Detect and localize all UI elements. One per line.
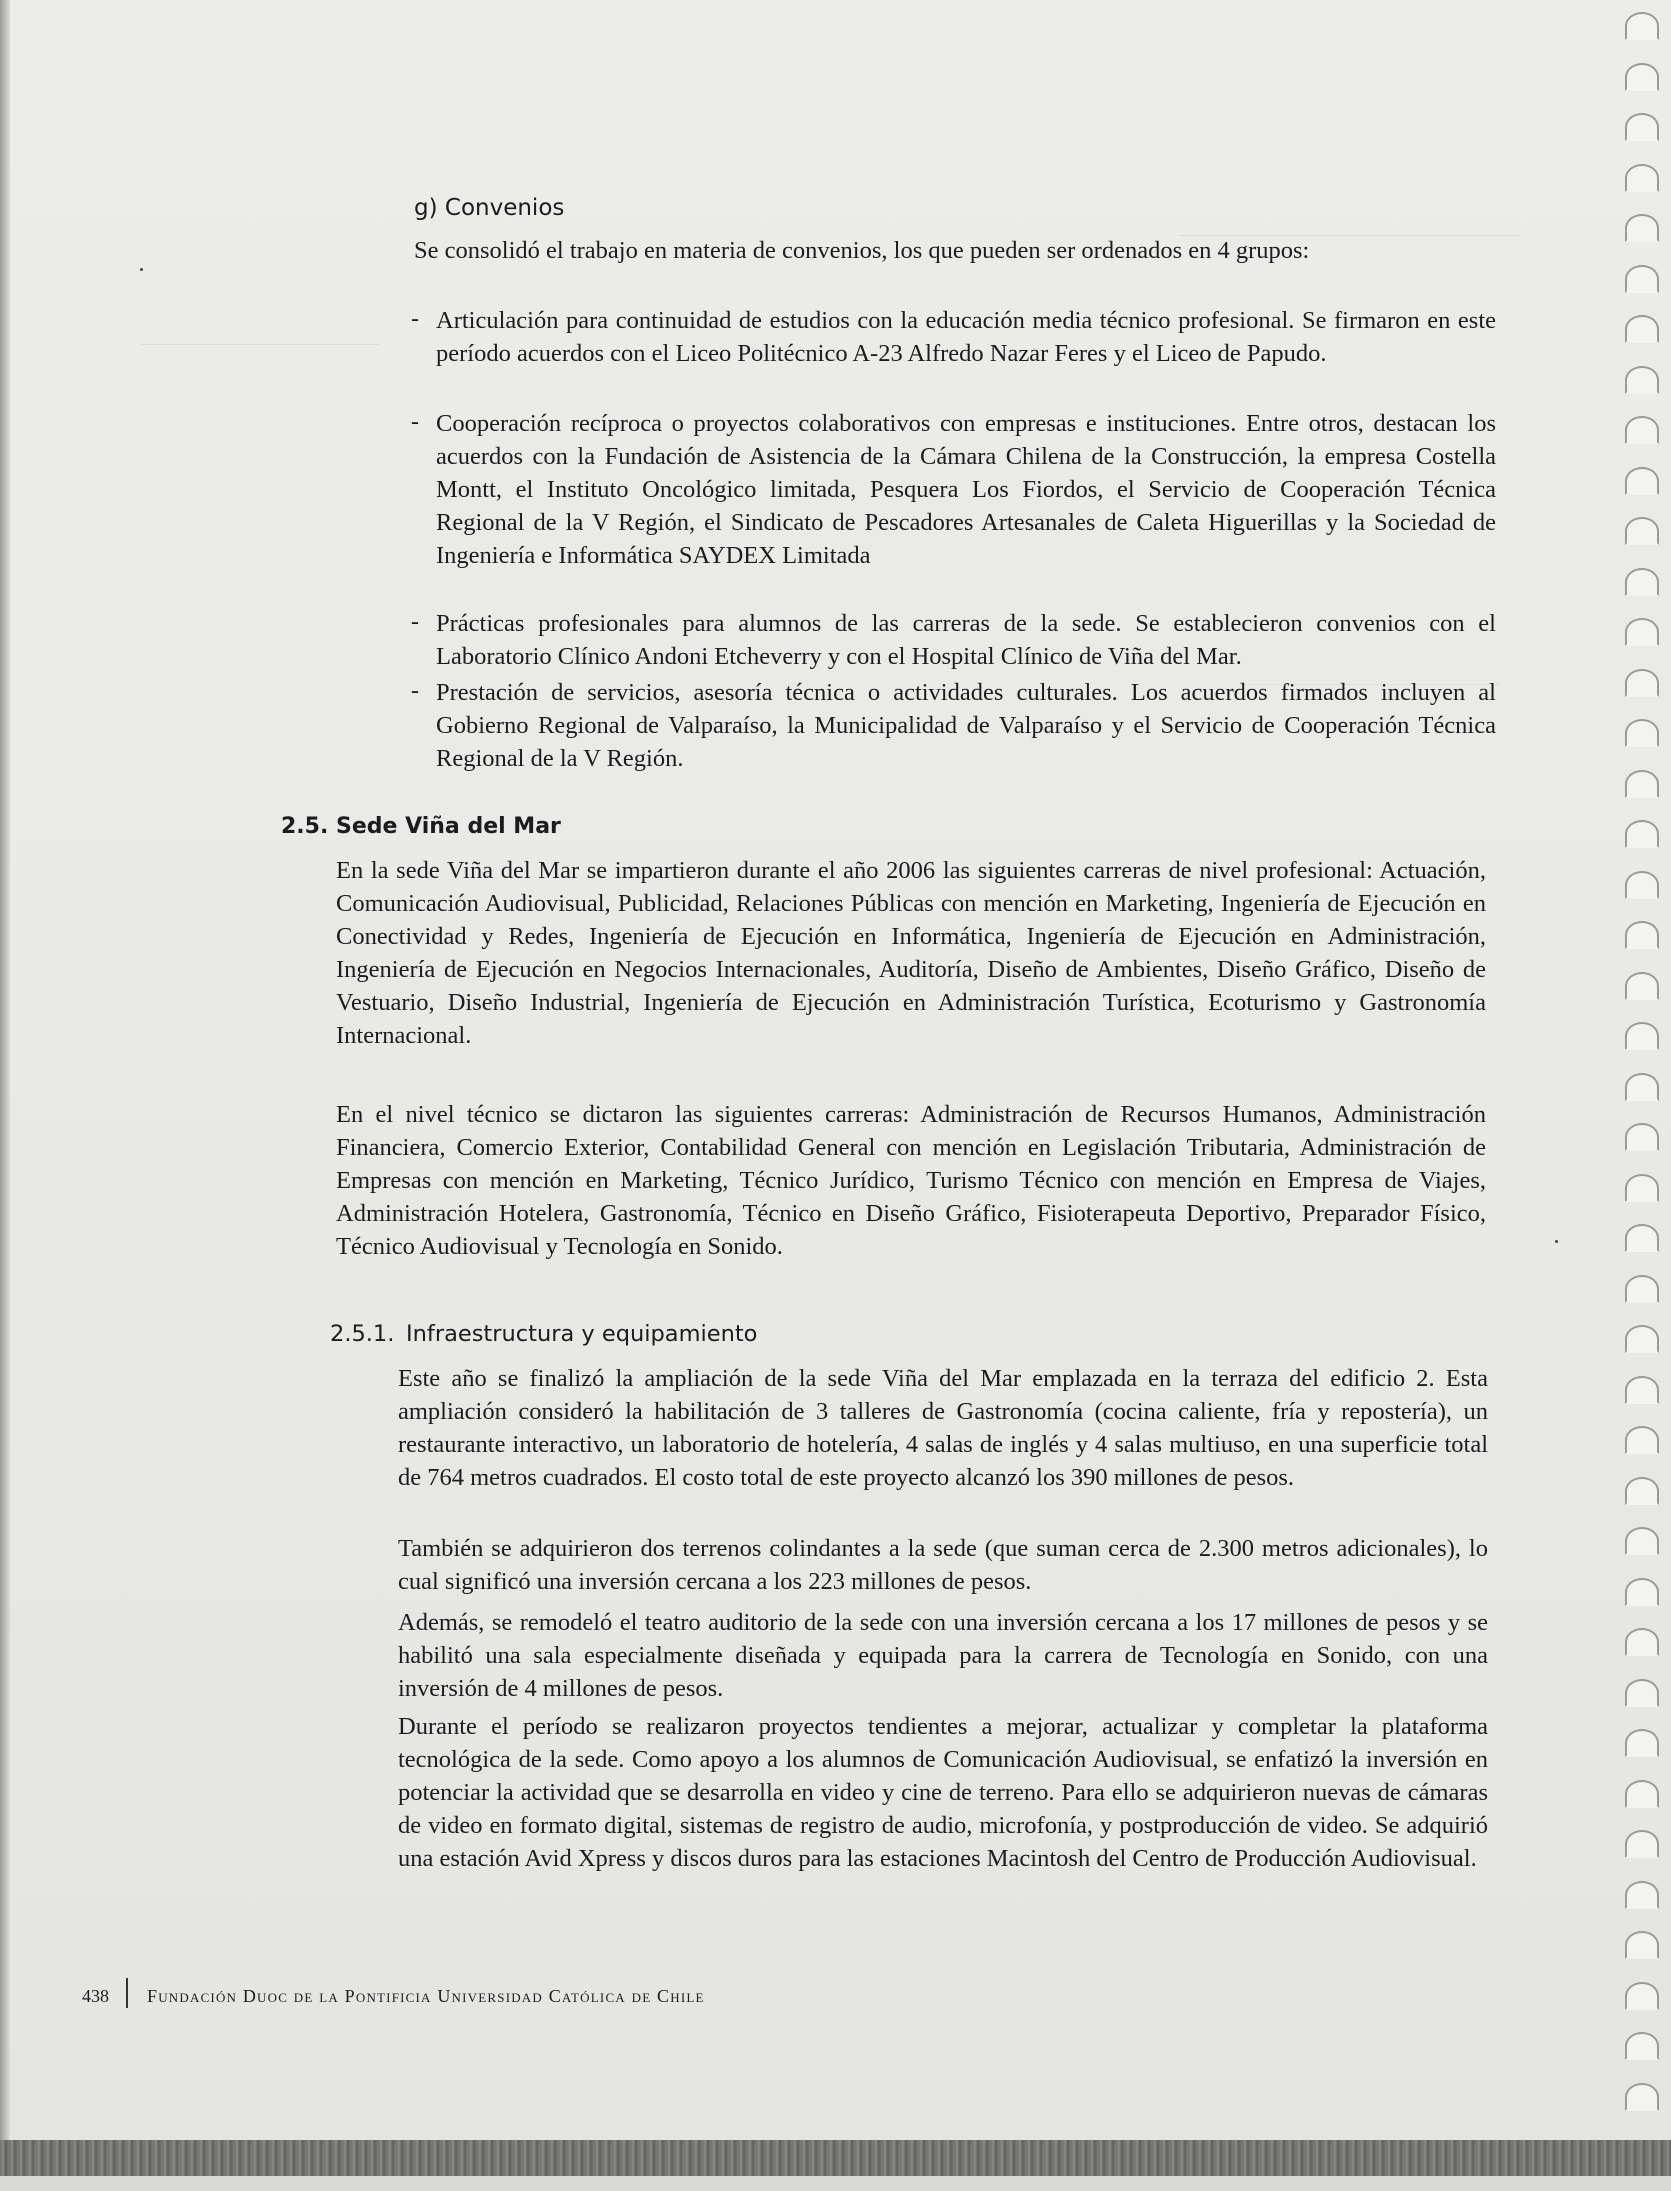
binding-ring xyxy=(1625,1477,1659,1505)
binding-ring xyxy=(1625,1931,1659,1959)
binding-ring xyxy=(1625,1729,1659,1757)
list-bullet: - xyxy=(411,609,419,635)
binding-ring xyxy=(1625,366,1659,394)
binding-ring xyxy=(1625,416,1659,444)
section-g-title: g) Convenios xyxy=(414,195,565,221)
binding-ring xyxy=(1625,1022,1659,1050)
sede-paragraph-1: En la sede Viña del Mar se impartieron durante el año 2006 las siguientes carreras de nivel profesional: Actuación, Comunicación Audiovisual, Publicidad, Relaciones Públicas con mención en Marketing, Ingeniería de Ejecución en Conectividad y Redes, Ingeniería de Ejecución en Informática, Ingeniería de Ejecución en Administración, Ingeniería de Ejecución en Negocios Internacionales, Auditoría, Diseño de Ambientes, Diseño Gráfico, Diseño de Vestuario, Diseño Industrial, Ingeniería de Ejecución en Administración Turística, Ecoturismo y Gastronomía Internacional. xyxy=(336,857,1486,1049)
convenio-item-4: Prestación de servicios, asesoría técnica o actividades culturales. Los acuerdos firmados incluyen al Gobierno Regional de Valparaíso, la Municipalidad de Valparaíso y el Servicio de Cooperación Técnica Regional de la V Región. xyxy=(436,679,1496,772)
binding-ring xyxy=(1625,1325,1659,1353)
binding-ring xyxy=(1625,1830,1659,1858)
binding-ring xyxy=(1625,1881,1659,1909)
binding-ring xyxy=(1625,1628,1659,1656)
section-title: Sede Viña del Mar xyxy=(336,814,561,839)
binding-ring xyxy=(1625,265,1659,293)
convenio-item-1: Articulación para continuidad de estudios con la educación media técnico profesional. Se firmaron en este período acuerdos con el Liceo Politécnico A-23 Alfredo Nazar Feres y el Liceo de Papudo. xyxy=(436,307,1496,367)
binding-ring xyxy=(1625,921,1659,949)
convenio-item-3: Prácticas profesionales para alumnos de las carreras de la sede. Se establecieron convenios con el Laboratorio Clínico Andoni Etcheverry y con el Hospital Clínico de Viña del Mar. xyxy=(436,610,1496,670)
section-number: 2.5. xyxy=(281,814,329,839)
scanner-edge-light xyxy=(0,2176,1671,2191)
binding-ring xyxy=(1625,1275,1659,1303)
binding-ring xyxy=(1625,1073,1659,1101)
infra-paragraph-2: También se adquirieron dos terrenos colindantes a la sede (que suman cerca de 2.300 metros adicionales), lo cual significó una inversión cercana a los 223 millones de pesos. xyxy=(398,1535,1488,1595)
binding-ring xyxy=(1625,2032,1659,2060)
binding-ring xyxy=(1625,1123,1659,1151)
binding-ring xyxy=(1625,820,1659,848)
footer-divider xyxy=(126,1978,128,2008)
binding-ring xyxy=(1625,669,1659,697)
spiral-binding xyxy=(1615,0,1671,2140)
sede-paragraph-2: En el nivel técnico se dictaron las siguientes carreras: Administración de Recursos Humanos, Administración Financiera, Comercio Exterior, Contabilidad General con mención en Legislación Tributaria, Administración de Empresas con mención en Marketing, Técnico Jurídico, Turismo Técnico con mención en Empresa de Viajes, Administración Hotelera, Gastronomía, Técnico en Diseño Gráfico, Fisioterapeuta Deportivo, Preparador Físico, Técnico Audiovisual y Tecnología en Sonido. xyxy=(336,1101,1486,1260)
binding-ring xyxy=(1625,770,1659,798)
binding-ring xyxy=(1625,1224,1659,1252)
binding-ring xyxy=(1625,972,1659,1000)
binding-ring xyxy=(1625,568,1659,596)
section-g-intro: Se consolidó el trabajo en materia de convenios, los que pueden ser ordenados en 4 grupos: xyxy=(414,237,1310,264)
subsection-title: Infraestructura y equipamiento xyxy=(406,1321,758,1347)
binding-ring xyxy=(1625,618,1659,646)
binding-ring xyxy=(1625,63,1659,91)
list-bullet: - xyxy=(411,409,419,435)
binding-ring xyxy=(1625,1426,1659,1454)
page-number: 438 xyxy=(82,1986,109,2006)
binding-ring xyxy=(1625,214,1659,242)
list-bullet: - xyxy=(411,306,419,332)
binding-ring xyxy=(1625,1982,1659,2010)
binding-ring xyxy=(1625,1174,1659,1202)
binding-ring xyxy=(1625,164,1659,192)
infra-paragraph-3: Además, se remodeló el teatro auditorio de la sede con una inversión cercana a los 17 millones de pesos y se habilitó una sala especialmente diseñada y equipada para la carrera de Tecnología en Sonido, con una inversión de 4 millones de pesos. xyxy=(398,1609,1488,1702)
binding-ring xyxy=(1625,1376,1659,1404)
binding-ring xyxy=(1625,719,1659,747)
infra-paragraph-4: Durante el período se realizaron proyectos tendientes a mejorar, actualizar y completar la plataforma tecnológica de la sede. Como apoyo a los alumnos de Comunicación Audiovisual, se enfatizó la inversión en potenciar la actividad que se desarrolla en video y cine de terreno. Para ello se adquirieron nuevas de cámaras de video en formato digital, sistemas de registro de audio, microfonía, y postproducción de video. Se adquirió una estación Avid Xpress y discos duros para las estaciones Macintosh del Centro de Producción Audiovisual. xyxy=(398,1713,1488,1872)
subsection-number: 2.5.1. xyxy=(330,1321,395,1347)
binding-ring xyxy=(1625,315,1659,343)
binding-ring xyxy=(1625,113,1659,141)
binding-ring xyxy=(1625,871,1659,899)
binding-ring xyxy=(1625,1679,1659,1707)
binding-ring xyxy=(1625,2083,1659,2111)
binding-ring xyxy=(1625,1578,1659,1606)
footer-publisher: Fundación Duoc de la Pontificia Universidad Católica de Chile xyxy=(147,1986,705,2006)
binding-ring xyxy=(1625,1780,1659,1808)
list-bullet: - xyxy=(411,678,419,704)
convenio-item-2: Cooperación recíproca o proyectos colaborativos con empresas e instituciones. Entre otros, destacan los acuerdos con la Fundación de Asistencia de la Cámara Chilena de la Construcción, la empresa Costella Montt, el Instituto Oncológico limitada, Pesquera Los Fiordos, el Servicio de Cooperación Técnica Regional de la V Región, el Sindicato de Pescadores Artesanales de Caleta Higuerillas y la Sociedad de Ingeniería e Informática SAYDEX Limitada xyxy=(436,410,1496,569)
binding-ring xyxy=(1625,467,1659,495)
infra-paragraph-1: Este año se finalizó la ampliación de la sede Viña del Mar emplazada en la terraza del edificio 2. Esta ampliación consideró la habilitación de 3 talleres de Gastronomía (cocina caliente, fría y repostería), un restaurante interactivo, un laboratorio de hotelería, 4 salas de inglés y 4 salas multiuso, en una superficie total de 764 metros cuadrados. El costo total de este proyecto alcanzó los 390 millones de pesos. xyxy=(398,1365,1488,1491)
binding-ring xyxy=(1625,12,1659,40)
binding-ring xyxy=(1625,517,1659,545)
binding-ring xyxy=(1625,1527,1659,1555)
